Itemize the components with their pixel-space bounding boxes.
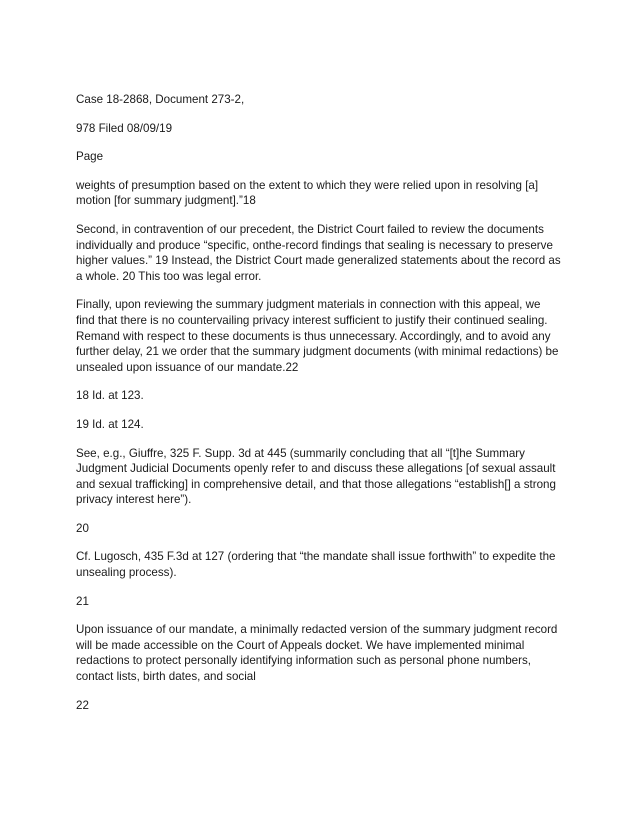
footnote-19: 19 Id. at 124. bbox=[76, 417, 144, 431]
footnote-number: 22 bbox=[76, 698, 89, 712]
footnote-number: 21 bbox=[76, 594, 89, 608]
filed-date-line: 978 Filed 08/09/19 bbox=[76, 121, 173, 135]
body-paragraph: Second, in contravention of our precedent, the District Court failed to review the documents individually and produce “specific, onthe-record findings that sealing is necessary to preserve higher values.” 19 Instead, the District Court made generalized statements about the record as a whole. 20 This too was legal error. bbox=[76, 222, 561, 283]
footnote-text: See, e.g., Giuffre, 325 F. Supp. 3d at 445 (summarily concluding that all “[t]he Summary Judgment Judicial Documents openly refer to and discuss these allegations [of sexual assault and sexual trafficking] in comprehensive detail, and that those allegations “establish[] a strong privacy interest here”). bbox=[76, 446, 556, 507]
footnote-text: Cf. Lugosch, 435 F.3d at 127 (ordering that “the mandate shall issue forthwith” to expedite the unsealing process). bbox=[76, 550, 556, 580]
footnote-18: 18 Id. at 123. bbox=[76, 389, 144, 403]
document-body bbox=[76, 92, 562, 726]
body-paragraph: Finally, upon reviewing the summary judgment materials in connection with this appeal, we find that there is no countervailing privacy interest sufficient to justify their continued sealing. Remand with respect to these documents is thus unnecessary. Accordingly, and to avoid any further delay, 21 we order that the summary judgment documents (with minimal redactions) be unsealed upon issuance of our mandate.22 bbox=[76, 298, 559, 374]
footnote-text: Upon issuance of our mandate, a minimally redacted version of the summary judgment record will be made accessible on the Court of Appeals docket. We have implemented minimal redactions to protect personally identifying information such as personal phone numbers, contact lists, birth dates, and social bbox=[76, 623, 558, 684]
case-caption: Case 18-2868, Document 273-2, bbox=[76, 93, 245, 106]
page-label: Page bbox=[76, 150, 104, 164]
body-paragraph: weights of presumption based on the extent to which they were relied upon in resolving [a] motion [for summary judgment].”18 bbox=[76, 178, 539, 208]
footnote-number: 20 bbox=[76, 521, 89, 535]
